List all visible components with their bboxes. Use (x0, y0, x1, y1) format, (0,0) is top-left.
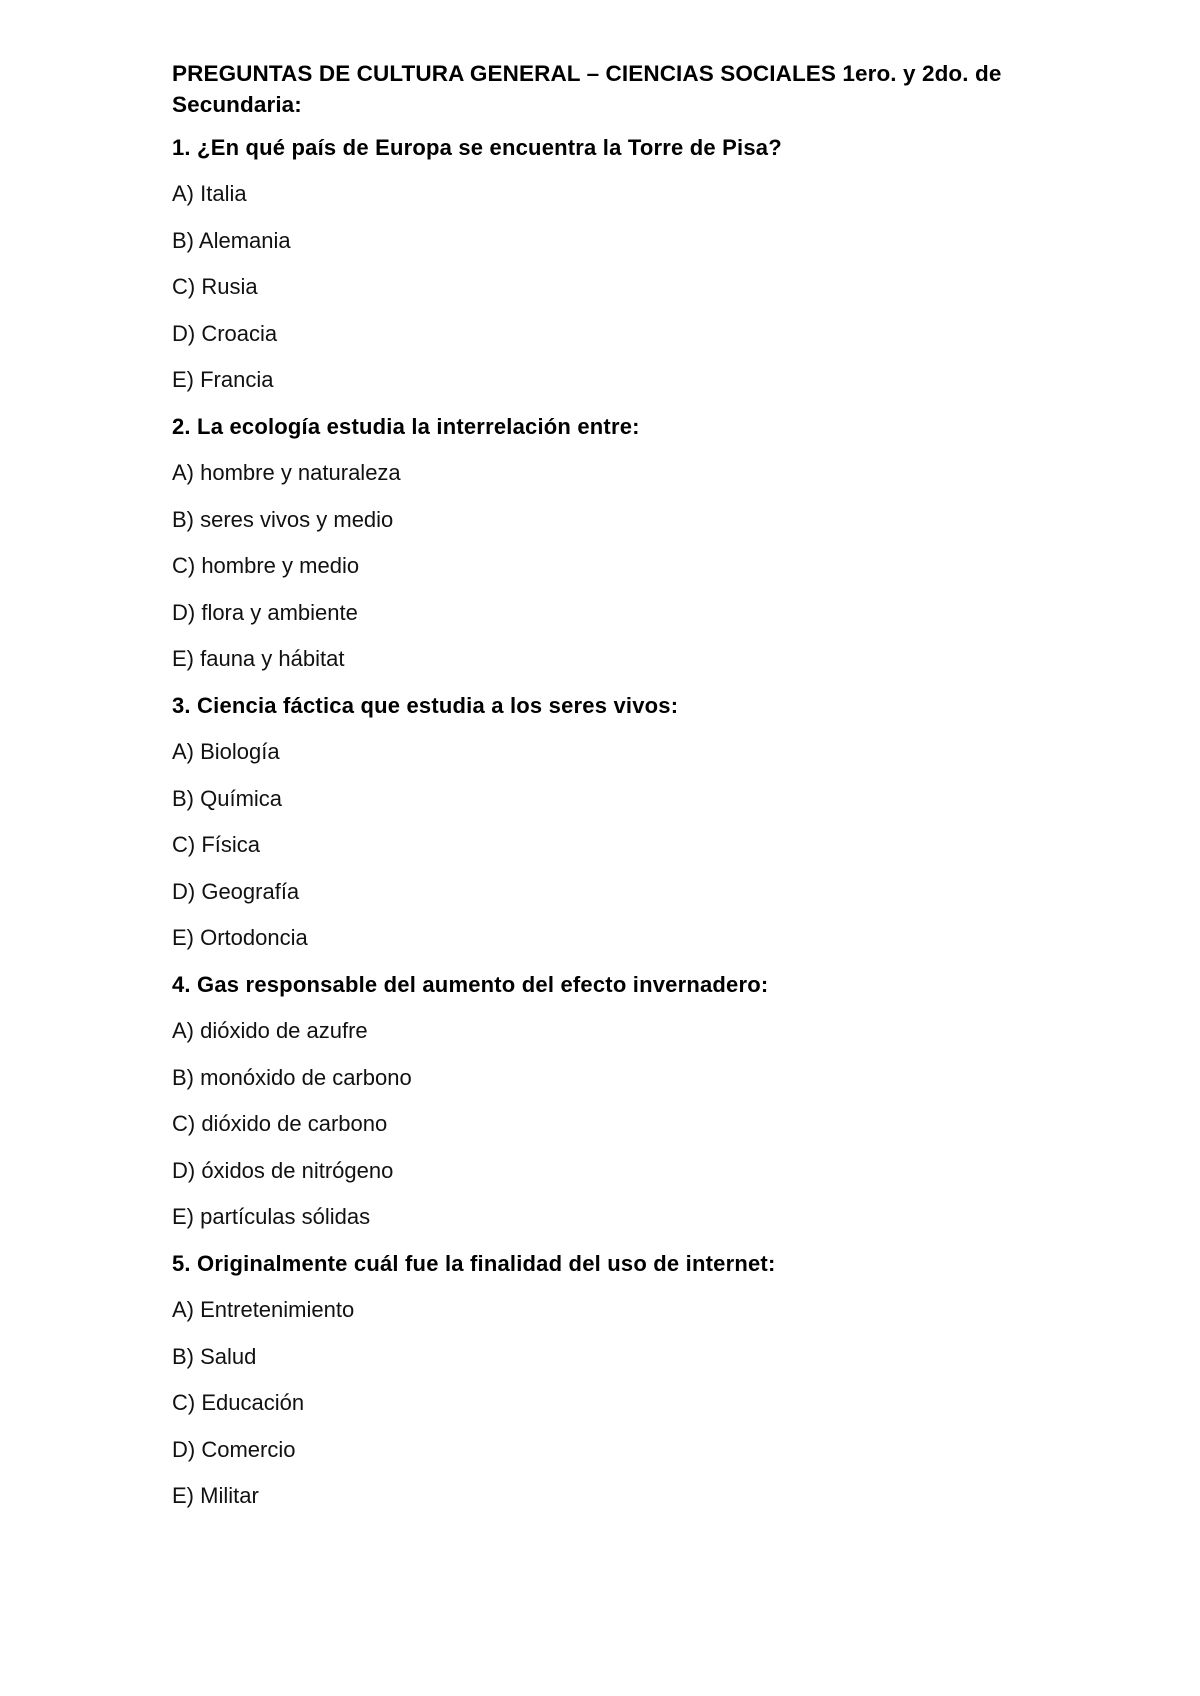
option-e: E) Militar (172, 1483, 259, 1508)
option-d: D) flora y ambiente (172, 599, 358, 625)
option-a: A) hombre y naturaleza (172, 460, 401, 485)
question-text: 4. Gas responsable del aumento del efecto invernadero: (172, 972, 769, 997)
options-list (172, 180, 1052, 394)
question-2 (172, 413, 1052, 673)
question-text: 5. Originalmente cuál fue la finalidad del uso de internet: (172, 1251, 776, 1276)
question-text: 3. Ciencia fáctica que estudia a los seres vivos: (172, 693, 679, 718)
option-c: C) Educación (172, 1390, 305, 1415)
question-text: 2. La ecología estudia la interrelación entre: (172, 414, 640, 439)
option-c: C) dióxido de carbono (172, 1111, 388, 1136)
option-b: B) Química (172, 785, 283, 811)
options-list (172, 1296, 1052, 1510)
options-list (172, 459, 1052, 673)
option-c: C) hombre y medio (172, 553, 360, 578)
option-b: B) Salud (172, 1343, 257, 1369)
option-a: A) Biología (172, 739, 280, 764)
option-d: D) Geografía (172, 878, 300, 904)
question-4 (172, 971, 1052, 1231)
option-b: B) Alemania (172, 227, 291, 253)
option-b: B) monóxido de carbono (172, 1064, 412, 1090)
option-d: D) óxidos de nitrógeno (172, 1157, 394, 1183)
option-a: A) dióxido de azufre (172, 1018, 368, 1043)
option-a: A) Entretenimiento (172, 1297, 355, 1322)
option-d: D) Comercio (172, 1436, 296, 1462)
option-e: E) Francia (172, 367, 274, 392)
question-1 (172, 134, 1052, 394)
document-page (172, 58, 1052, 1529)
option-a: A) Italia (172, 181, 247, 206)
option-e: E) Ortodoncia (172, 925, 308, 950)
option-c: C) Rusia (172, 274, 258, 299)
option-b: B) seres vivos y medio (172, 506, 394, 532)
question-text: 1. ¿En qué país de Europa se encuentra la Torre de Pisa? (172, 135, 782, 160)
question-3 (172, 692, 1052, 952)
question-5 (172, 1250, 1052, 1510)
options-list (172, 1017, 1052, 1231)
options-list (172, 738, 1052, 952)
option-e: E) partículas sólidas (172, 1204, 371, 1229)
option-c: C) Física (172, 832, 260, 857)
option-d: D) Croacia (172, 320, 278, 346)
option-e: E) fauna y hábitat (172, 646, 345, 671)
document-title: PREGUNTAS DE CULTURA GENERAL – CIENCIAS SOCIALES 1ero. y 2do. de Secundaria: (172, 61, 1002, 117)
